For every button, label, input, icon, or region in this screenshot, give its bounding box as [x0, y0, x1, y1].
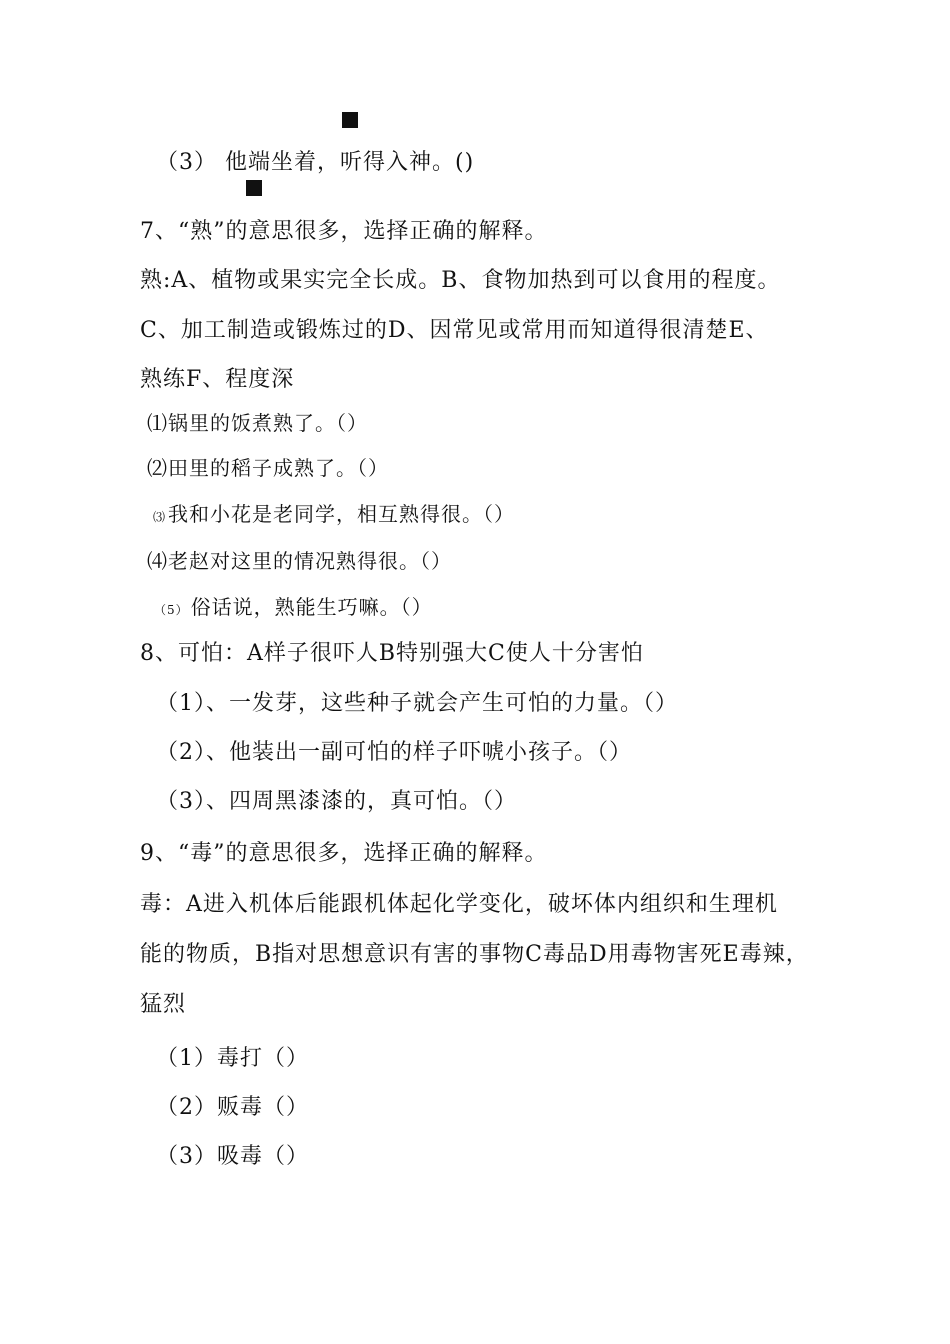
q9-title: 9、“毒”的意思很多，选择正确的解释。: [140, 841, 548, 866]
q6-item-3: （3） 他端坐着，听得入神。(): [156, 150, 475, 175]
q7-title: 7、“熟”的意思很多，选择正确的解释。: [140, 219, 548, 244]
q7-item-5-index: （5）: [154, 603, 189, 617]
q9-item-1: （1）毒打（）: [156, 1046, 309, 1071]
q8-title: 8、可怕：A样子很吓人B特别强大C使人十分害怕: [140, 641, 644, 666]
q7-item-5: [154, 597, 433, 617]
q7-item-3: [153, 504, 515, 524]
q8-item-2: （2）、他装出一副可怕的样子吓唬小孩子。（）: [156, 740, 632, 765]
q8-item-1: （1）、一发芽，这些种子就会产生可怕的力量。（）: [156, 691, 678, 716]
q9-definition-line-1: 毒：A进入机体后能跟机体起化学变化，破坏体内组织和生理机: [140, 892, 778, 917]
q7-definition-line-3: 熟练F、程度深: [140, 367, 295, 392]
q9-definition-line-2: 能的物质，B指对思想意识有害的事物C毒品D用毒物害死E毒辣，: [140, 942, 809, 967]
square-marker-top: [342, 112, 358, 128]
q9-item-3: （3）吸毒（）: [156, 1144, 309, 1169]
q7-item-3-text: 我和小花是老同学，相互熟得很。（）: [168, 502, 516, 526]
q7-item-4: ⑷老赵对这里的情况熟得很。（）: [147, 549, 452, 573]
q9-item-2: （2）贩毒（）: [156, 1095, 309, 1120]
q7-item-1: ⑴锅里的饭煮熟了。（）: [147, 411, 368, 435]
q7-definition-line-2: C、加工制造或锻炼过的D、因常见或常用而知道得很清楚E、: [140, 318, 769, 343]
square-marker-bottom: [246, 180, 262, 196]
q7-definition-line-1: 熟:A、植物或果实完全长成。B、食物加热到可以食用的程度。: [140, 268, 781, 293]
q7-item-3-index: ⑶: [153, 510, 167, 524]
q8-item-3: （3）、四周黑漆漆的，真可怕。（）: [156, 789, 517, 814]
q7-item-5-text: 俗话说，熟能生巧嘛。（）: [190, 595, 433, 619]
q9-definition-line-3: 猛烈: [140, 992, 187, 1017]
q7-item-2: ⑵田里的稻子成熟了。（）: [147, 456, 389, 480]
